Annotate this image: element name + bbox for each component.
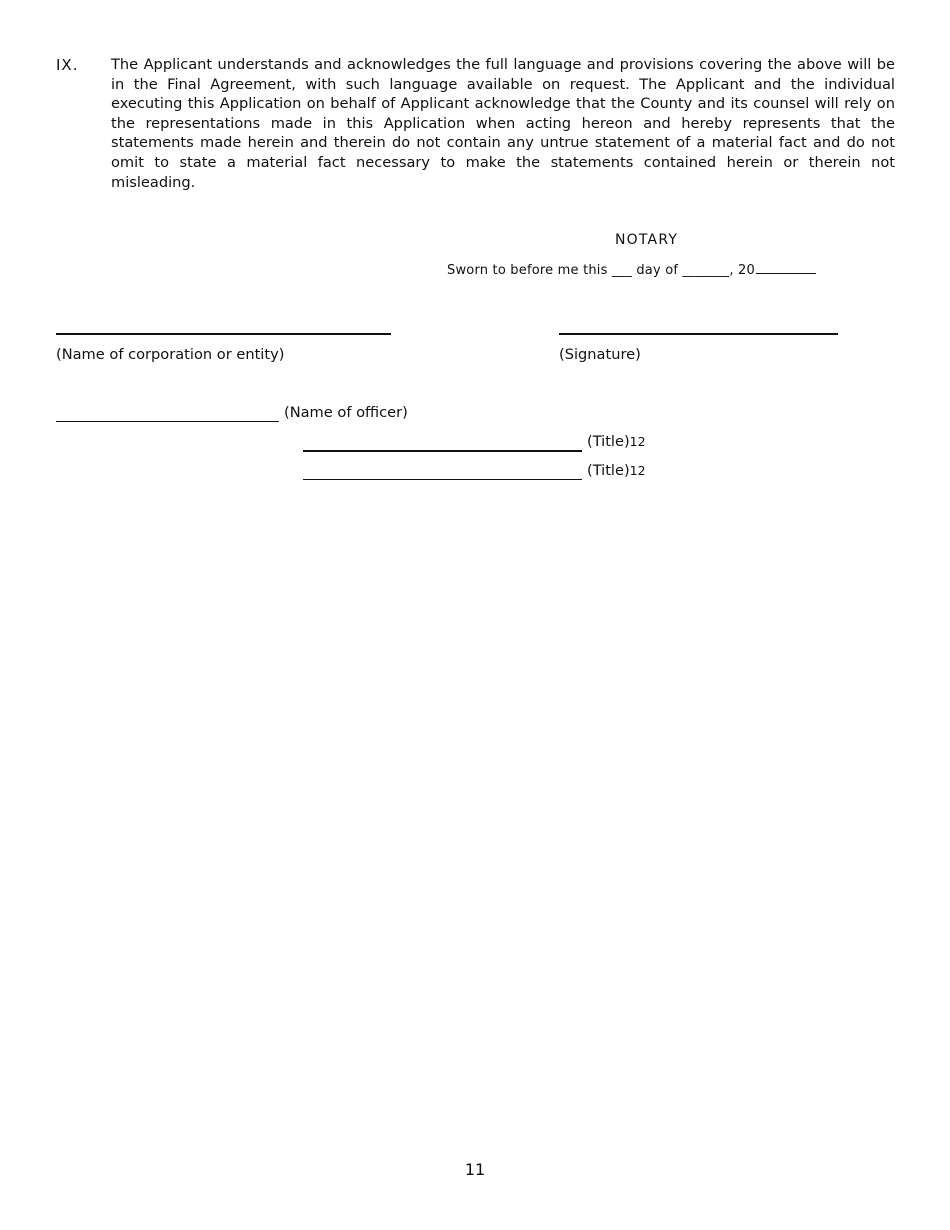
- officer-name-line: [56, 421, 279, 422]
- title-label-1: [587, 433, 646, 450]
- title-label-2: [587, 462, 646, 479]
- notary-heading: NOTARY: [615, 232, 679, 248]
- title-text-2: (Title): [587, 462, 630, 479]
- page-number: 11: [464, 1160, 486, 1179]
- title-line-2: [303, 479, 582, 480]
- signature-label: (Signature): [559, 346, 641, 363]
- section-paragraph: The Applicant understands and acknowledges the full language and provisions covering the above will be in the Final Agreement, with such language available on request. The Applicant and the individual executing this Application on behalf of Applicant acknowledge that the County and its counsel will rely on the representations made in this Application when acting hereon and hereby represents that the statements made herein and therein do not contain any untrue statement of a material fact and do not omit to state a material fact necessary to make the statements contained herein or therein not misleading.: [111, 56, 895, 191]
- year-blank: [756, 261, 816, 274]
- entity-label: (Name of corporation or entity): [56, 346, 285, 363]
- title-text-1: (Title): [587, 433, 630, 450]
- sworn-statement: [447, 261, 816, 278]
- section-number: IX.: [56, 56, 79, 74]
- sworn-text: Sworn to before me this ___ day of _______, 20: [447, 263, 755, 278]
- notary-signature-line: [559, 333, 838, 335]
- title-footnote-1: 12: [629, 434, 646, 449]
- officer-label: (Name of officer): [284, 404, 408, 421]
- title-footnote-2: 12: [629, 463, 646, 478]
- entity-signature-line: [56, 333, 391, 335]
- title-line-1: [303, 450, 582, 452]
